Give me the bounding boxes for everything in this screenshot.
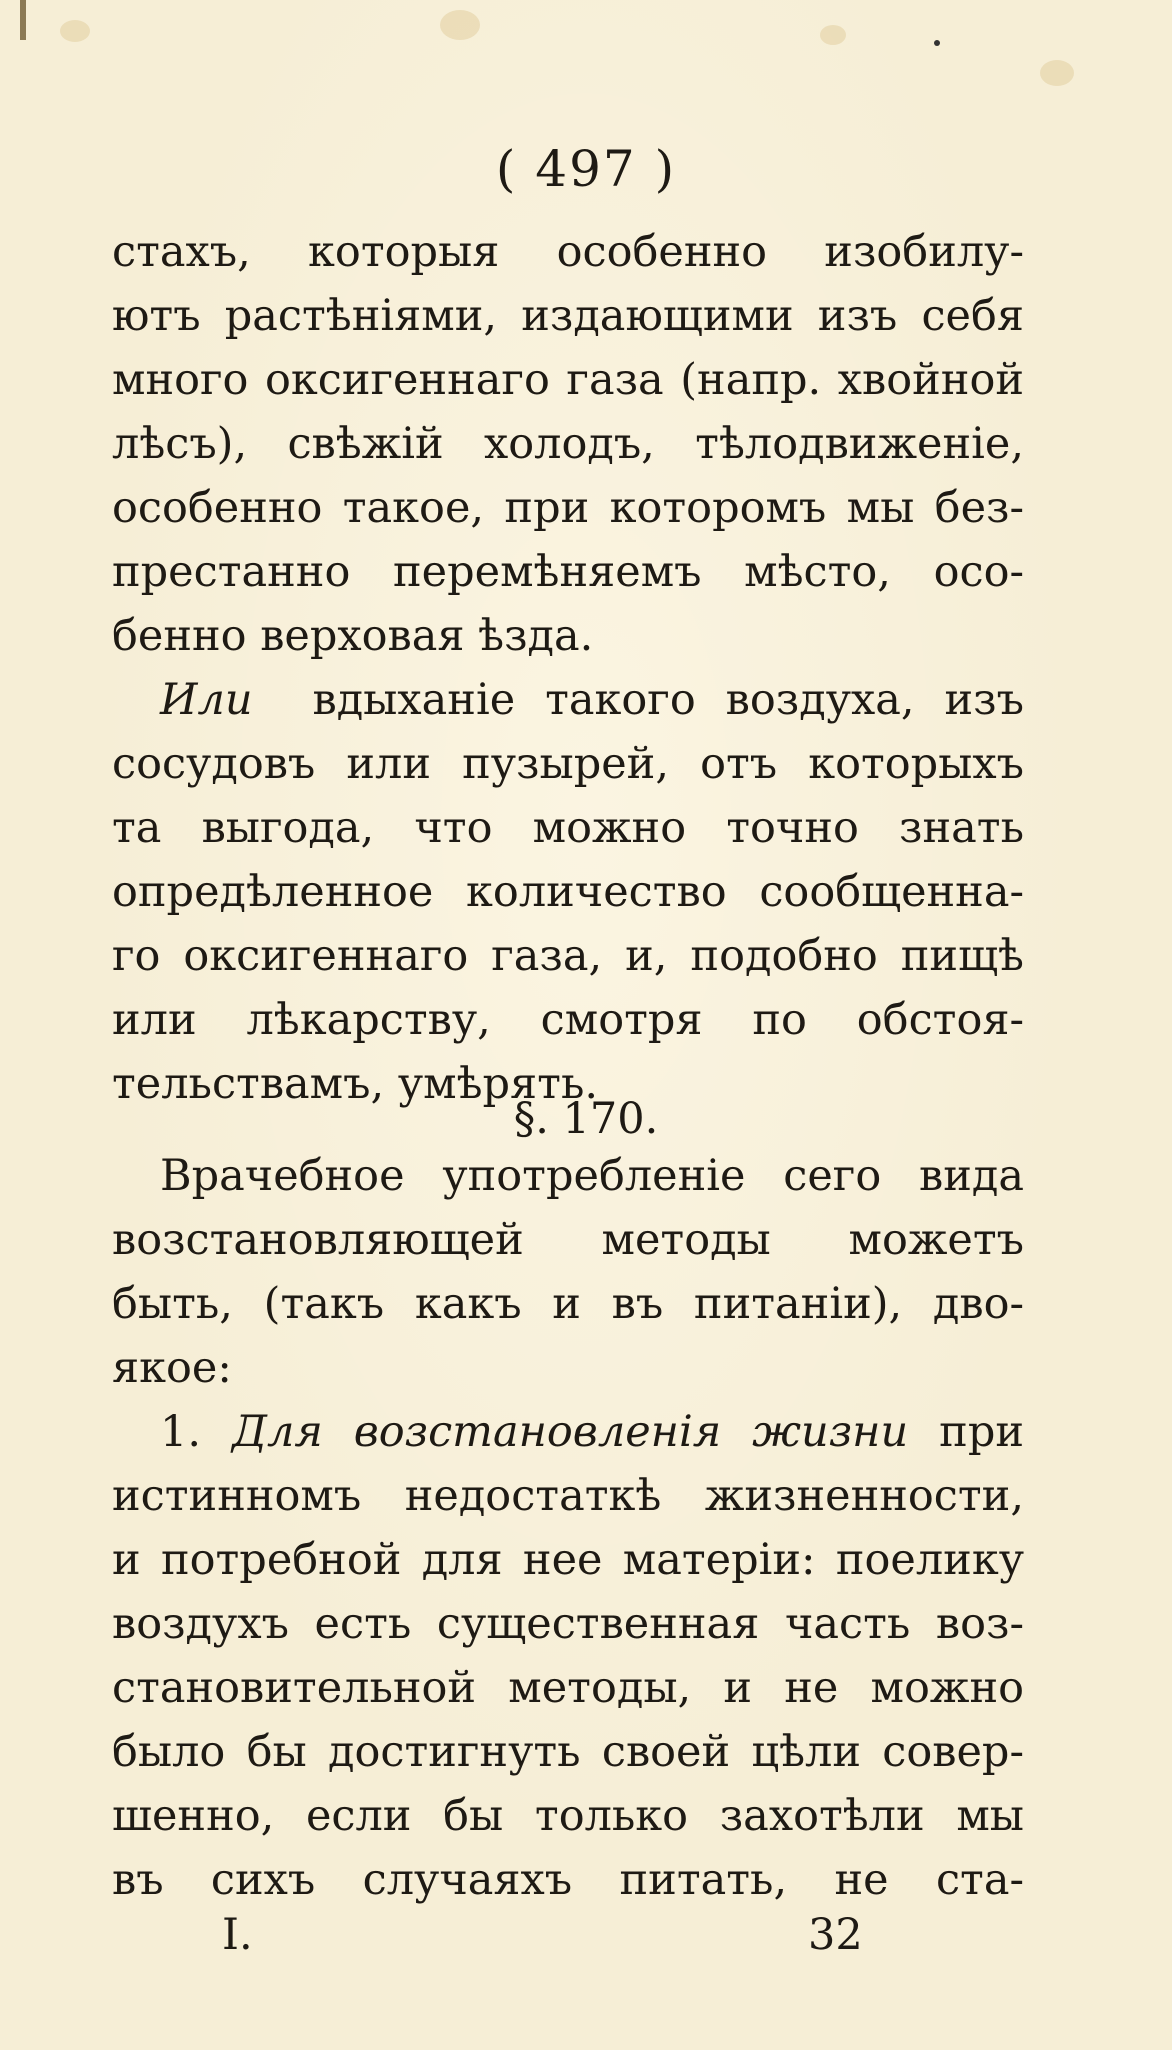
text-line: Врачебное употребленiе сего вида — [160, 1151, 1024, 1201]
text-line: опредѣленное количество сообщенна- — [112, 867, 1024, 917]
text-line: и потребной для нее матерiи: поелику — [112, 1535, 1024, 1585]
text-line: было бы достигнуть своей цѣли совер- — [112, 1727, 1024, 1777]
text-line: становительной методы, и не можно — [112, 1663, 1024, 1713]
text-line — [160, 1402, 1024, 1462]
page-edge-mark — [20, 0, 26, 40]
text-line: го оксигеннаго газа, и, подобно пищѣ — [112, 931, 1024, 981]
list-number: 1. — [160, 1407, 202, 1457]
paper-stain — [60, 20, 90, 42]
text-line: престанно перемѣняемъ мѣсто, осо- — [112, 547, 1024, 597]
paper-stain — [1040, 60, 1074, 86]
text-line: якое: — [112, 1343, 232, 1393]
signature-mark-right: 32 — [808, 1910, 863, 1960]
text-line: та выгода, что можно точно знать — [112, 803, 1024, 853]
text-line: стахъ, которыя особенно изобилу- — [112, 227, 1024, 277]
text-line: лѣсъ), свѣжiй холодъ, тѣлодвиженiе, — [112, 419, 1024, 469]
text-line: въ сихъ случаяхъ питать, не ста- — [112, 1855, 1024, 1905]
text-line: ютъ растѣнiями, издающими изъ себя — [112, 291, 1024, 341]
text-line: бенно верховая ѣзда. — [112, 611, 594, 661]
text-line: особенно такое, при которомъ мы без- — [112, 483, 1024, 533]
text-line: сосудовъ или пузырей, отъ которыхъ — [112, 739, 1024, 789]
text-line: воздухъ есть существенная часть воз- — [112, 1599, 1024, 1649]
text-line: или лѣкарству, смотря по обстоя- — [112, 995, 1024, 1045]
text-line — [160, 670, 1024, 730]
text-span: вдыханiе такого воздуха, изъ — [312, 675, 1024, 725]
signature-mark-left: I. — [222, 1910, 253, 1960]
text-span: при — [939, 1407, 1025, 1457]
section-heading: §. 170. — [513, 1094, 659, 1144]
text-line: шенно, если бы только захотѣли мы — [112, 1791, 1024, 1841]
text-line: тельствамъ, умѣрять. — [112, 1059, 599, 1109]
text-line: истинномъ недостаткѣ жизненности, — [112, 1471, 1024, 1521]
ink-dot — [934, 40, 940, 46]
text-line: много оксигеннаго газа (напр. хвойной — [112, 355, 1024, 405]
text-line: быть, (такъ какъ и въ питанiи), дво- — [112, 1279, 1024, 1329]
paper-stain — [820, 25, 846, 45]
page-number: ( 497 ) — [495, 140, 677, 198]
italic-phrase: Для возстановленiя жизни — [231, 1407, 909, 1457]
text-line: возстановляющей методы можетъ — [112, 1215, 1024, 1265]
paper-stain — [440, 10, 480, 40]
italic-word: Или — [160, 675, 253, 725]
